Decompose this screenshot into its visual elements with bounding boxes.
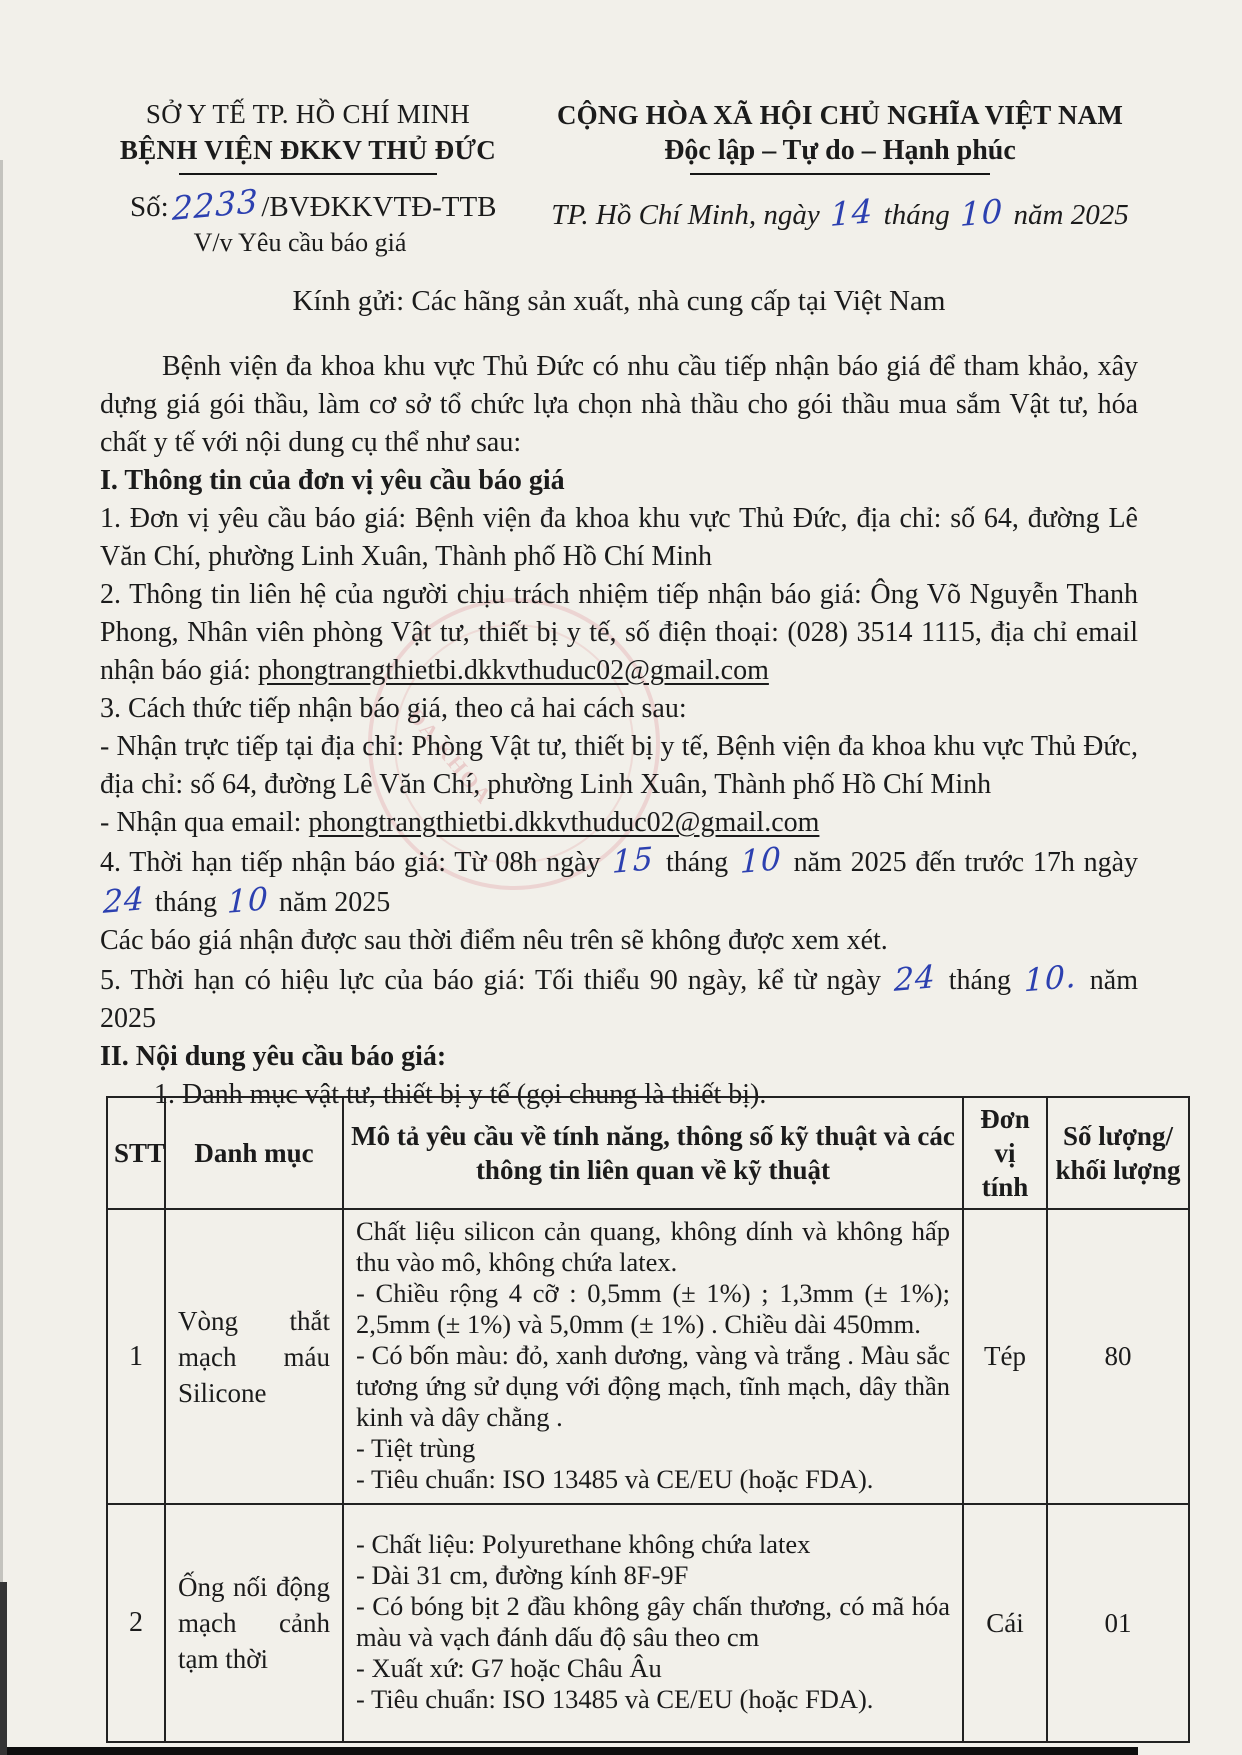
item4-day-start-handwritten: 15 [612,841,655,881]
row2-desc-line: - Có bóng bịt 2 đầu không gây chấn thương, có mã hóa màu và vạch đánh dấu độ sâu theo cm [356,1591,950,1652]
item4-text-4: tháng [154,887,218,918]
header-stt: STT [107,1097,165,1209]
table-row [107,1209,1189,1504]
table-row [107,1504,1189,1742]
item1-paragraph: 1. Đơn vị yêu cầu báo giá: Bệnh viện đa khoa khu vực Thủ Đức, địa chỉ: số 64, đường Lê Văn Chí, phường Linh Xuân, Thành phố Hồ Chí Minh [100,503,1138,572]
row1-desc-line: - Chiều rộng 4 cỡ : 0,5mm (± 1%) ; 1,3mm (± 1%); 2,5mm (± 1%) và 5,0mm (± 1%) . Chiều dài 450mm. [356,1278,950,1339]
contact-email: phongtrangthietbi.dkkvthuduc02@gmail.com [257,655,769,686]
item5-text-3: năm 2025 [100,965,1138,1034]
row1-desc-line: - Tiệt trùng [356,1433,476,1463]
item5-text-2: tháng [948,965,1011,996]
row2-unit: Cái [963,1504,1047,1742]
row1-category: Vòng thắt mạch máu Silicone [165,1209,343,1504]
letter-body [100,282,1138,1114]
item3b-text: - Nhận qua email: [100,807,309,838]
row1-description [343,1209,963,1504]
red-stamp-text: ĐA KHOA [402,703,498,810]
item4-paragraph [100,842,1138,922]
national-motto: Độc lập – Tự do – Hạnh phúc [664,135,1016,166]
date-text-3: năm 2025 [1013,199,1129,231]
row1-quantity: 80 [1047,1209,1189,1504]
item2-text: 2. Thông tin liên hệ của người chịu trách nhiệm tiếp nhận báo giá: Ông Võ Nguyễn Thanh Phong, Nhân viên phòng Vật tư, thiết bị y tế, số điện thoại: (028) 3514 1115, địa chỉ email nhận báo giá: [100,579,1138,686]
item5-month-handwritten: 10. [1023,958,1078,1000]
table-header-row [107,1097,1189,1209]
item4-text-5: năm 2025 [279,887,391,918]
section1-title: I. Thông tin của đơn vị yêu cầu báo giá [100,465,565,496]
header-description: Mô tả yêu cầu về tính năng, thông số kỹ thuật và các thông tin liên quan về kỹ thuật [343,1097,963,1209]
document-subject: V/v Yêu cầu báo giá [193,228,407,257]
item4-text-3: năm 2025 đến trước 17h ngày [793,847,1139,878]
row1-desc-line: - Tiêu chuẩn: ISO 13485 và CE/EU (hoặc FDA). [356,1464,874,1494]
row2-quantity: 01 [1047,1504,1189,1742]
org-hospital-name: BỆNH VIỆN ĐKKV THỦ ĐỨC [119,135,497,165]
row2-category: Ống nối động mạch cảnh tạm thời [165,1504,343,1742]
document-number-label: Số: [130,191,169,223]
list-intro: 1. Danh mục vật tư, thiết bị y tế (gọi chung là thiết bị). [154,1079,767,1110]
item5-paragraph [100,960,1138,1038]
row1-desc-line: Chất liệu silicon cản quang, không dính và không hấp thu vào mô, không chứa latex. [356,1216,950,1277]
item4-month-start-handwritten: 10 [739,841,783,881]
date-month-handwritten: 10 [959,192,1004,234]
header-category: Danh mục [165,1097,343,1209]
row2-desc-line: - Chất liệu: Polyurethane không chứa latex [356,1529,811,1559]
item4-text-2: tháng [665,847,729,878]
intro-paragraph: Bệnh viện đa khoa khu vực Thủ Đức có nhu cầu tiếp nhận báo giá để tham khảo, xây dựng giá gói thầu, làm cơ sở tổ chức lựa chọn nhà thầu cho gói thầu mua sắm Vật tư, hóa chất y tế với nội dung cụ thể như sau: [100,351,1138,458]
document-number-line [130,182,497,228]
date-text-1: TP. Hồ Chí Minh, ngày [551,199,820,231]
late-quote-note: Các báo giá nhận được sau thời điểm nêu trên sẽ không được xem xét. [100,925,888,956]
item2-paragraph [100,576,1138,690]
salutation: Kính gửi: Các hãng sản xuất, nhà cung cấp tại Việt Nam [292,285,946,317]
row2-desc-line: - Xuất xứ: G7 hoặc Châu Âu [356,1653,662,1683]
row1-unit: Tép [963,1209,1047,1504]
row2-desc-line: - Dài 31 cm, đường kính 8F-9F [356,1560,689,1590]
document-number-suffix: /BVĐKKVTĐ-TTB [261,191,497,223]
document-number-handwritten: 2233 [171,182,259,228]
national-title: CỘNG HÒA XÃ HỘI CHỦ NGHĨA VIỆT NAM [556,100,1124,130]
scan-artifact-left-shadow [0,160,3,1590]
row2-stt: 2 [107,1504,165,1742]
org-header-block [116,96,500,175]
item4-text-1: 4. Thời hạn tiếp nhận báo giá: Từ 08h ngày [100,847,601,878]
header-quantity: Số lượng/ khối lượng [1047,1097,1189,1209]
org-parent-name: SỞ Y TẾ TP. HỒ CHÍ MINH [145,99,471,129]
place-date-line [540,194,1140,232]
date-text-2: tháng [883,199,950,231]
org-header-rule [179,173,437,175]
section2-title: II. Nội dung yêu cầu báo giá: [100,1041,447,1072]
item3a-paragraph: - Nhận trực tiếp tại địa chỉ: Phòng Vật tư, thiết bị y tế, Bệnh viện đa khoa khu vực Thủ Đức, địa chỉ: số 64, đường Lê Văn Chí, phường Linh Xuân, Thành phố Hồ Chí Minh [100,731,1138,800]
national-header-rule [690,173,990,175]
item4-month-end-handwritten: 10 [226,881,270,921]
header-unit: Đơn vị tính [963,1097,1047,1209]
scan-artifact-bottom-bar [0,1747,1138,1755]
date-day-handwritten: 14 [829,192,874,234]
national-header-block [540,98,1140,175]
scan-artifact-left-edge [0,1582,7,1755]
row1-stt: 1 [107,1209,165,1504]
item4-day-end-handwritten: 24 [102,881,146,921]
item3-paragraph: 3. Cách thức tiếp nhận báo giá, theo cả hai cách sau: [100,693,687,724]
row1-desc-line: - Có bốn màu: đỏ, xanh dương, vàng và trắng . Màu sắc tương ứng sử dụng với động mạch, tĩnh mạch, dây thần kinh và dây chằng . [356,1340,950,1432]
row2-description [343,1504,963,1742]
item5-text-1: 5. Thời hạn có hiệu lực của báo giá: Tối thiểu 90 ngày, kể từ ngày [100,965,881,996]
items-table [106,1096,1190,1743]
quote-email: phongtrangthietbi.dkkvthuduc02@gmail.com [308,807,820,838]
item5-day-handwritten: 24 [893,959,937,999]
item3b-paragraph [100,804,1138,842]
row2-desc-line: - Tiêu chuẩn: ISO 13485 và CE/EU (hoặc FDA). [356,1684,874,1714]
